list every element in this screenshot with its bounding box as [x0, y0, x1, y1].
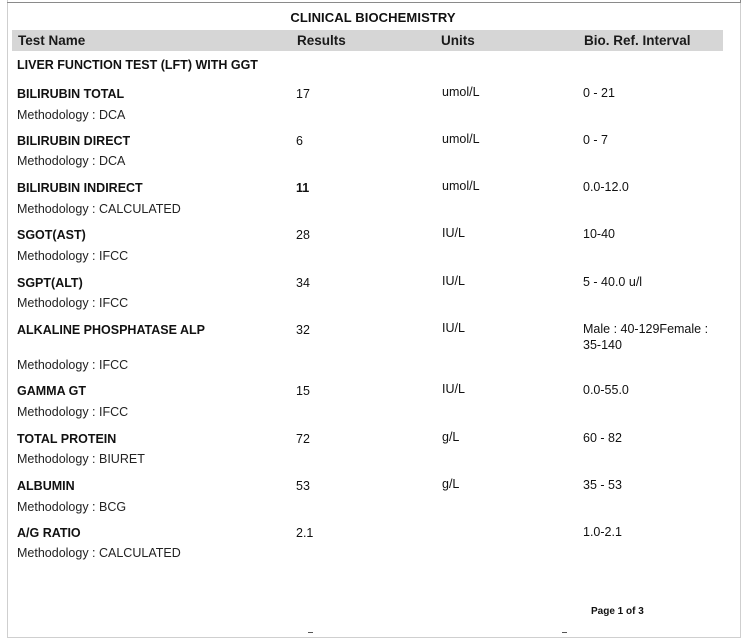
- test-reference: 0 - 21: [583, 86, 615, 100]
- test-methodology: Methodology : CALCULATED: [17, 546, 181, 560]
- table-row: [0, 384, 750, 424]
- test-result: 17: [296, 87, 310, 101]
- test-methodology: Methodology : BIURET: [17, 452, 145, 466]
- test-result: 28: [296, 228, 310, 242]
- test-reference: 0.0-12.0: [583, 180, 629, 194]
- test-result: 2.1: [296, 526, 314, 540]
- test-reference: Male : 40-129Female : 35-140: [583, 322, 709, 352]
- test-unit: umol/L: [442, 85, 480, 99]
- column-header-reference: Bio. Ref. Interval: [584, 33, 691, 48]
- table-row: [0, 479, 750, 519]
- test-reference: 1.0-2.1: [583, 525, 622, 539]
- test-unit: umol/L: [442, 179, 480, 193]
- test-methodology: Methodology : BCG: [17, 500, 127, 514]
- test-methodology: Methodology : IFCC: [17, 296, 129, 310]
- test-reference: 5 - 40.0 u/l: [583, 275, 643, 289]
- test-name: A/G RATIO: [17, 526, 81, 540]
- section-title: CLINICAL BIOCHEMISTRY: [290, 10, 456, 25]
- column-header-results: Results: [297, 33, 346, 48]
- column-header-units: Units: [441, 33, 475, 48]
- test-reference: 10-40: [583, 227, 615, 241]
- column-header-test-name: Test Name: [18, 33, 86, 48]
- test-group-title: LIVER FUNCTION TEST (LFT) WITH GGT: [17, 58, 258, 72]
- table-row: [0, 276, 750, 316]
- table-row: [0, 432, 750, 472]
- test-name: SGOT(AST): [17, 228, 86, 242]
- table-row: [0, 181, 750, 221]
- test-result: 53: [296, 479, 310, 493]
- top-divider: [7, 2, 740, 3]
- test-unit: g/L: [442, 430, 460, 444]
- test-unit: IU/L: [442, 274, 465, 288]
- test-name: BILIRUBIN INDIRECT: [17, 181, 143, 195]
- test-result: 32: [296, 323, 310, 337]
- test-unit: IU/L: [442, 321, 465, 335]
- table-row: [0, 323, 750, 378]
- test-name: BILIRUBIN DIRECT: [17, 134, 131, 148]
- test-unit: g/L: [442, 477, 460, 491]
- test-name: ALBUMIN: [17, 479, 75, 493]
- test-methodology: Methodology : CALCULATED: [17, 202, 181, 216]
- test-name: TOTAL PROTEIN: [17, 432, 117, 446]
- table-row: [0, 134, 750, 174]
- bottom-tick-mark: [562, 632, 567, 633]
- test-reference: 60 - 82: [583, 431, 622, 445]
- test-unit: IU/L: [442, 226, 465, 240]
- bottom-tick-mark: [308, 632, 313, 633]
- test-name: GAMMA GT: [17, 384, 86, 398]
- test-reference: 0.0-55.0: [583, 383, 629, 397]
- test-result: 72: [296, 432, 310, 446]
- test-unit: umol/L: [442, 132, 480, 146]
- table-row: [0, 87, 750, 127]
- test-methodology: Methodology : DCA: [17, 154, 126, 168]
- test-name: ALKALINE PHOSPHATASE ALP: [17, 323, 205, 337]
- test-reference: 35 - 53: [583, 478, 622, 492]
- top-divider-corner: [740, 0, 741, 3]
- test-unit: IU/L: [442, 382, 465, 396]
- test-methodology: Methodology : IFCC: [17, 249, 129, 263]
- test-methodology: Methodology : IFCC: [17, 358, 129, 372]
- test-methodology: Methodology : IFCC: [17, 405, 129, 419]
- test-name: SGPT(ALT): [17, 276, 83, 290]
- table-row: [0, 526, 750, 566]
- test-result: 34: [296, 276, 310, 290]
- test-name: BILIRUBIN TOTAL: [17, 87, 125, 101]
- test-result: 6: [296, 134, 303, 148]
- test-methodology: Methodology : DCA: [17, 108, 126, 122]
- test-reference: 0 - 7: [583, 133, 609, 147]
- table-row: [0, 228, 750, 268]
- test-result: 15: [296, 384, 310, 398]
- page-number: Page 1 of 3: [591, 606, 644, 617]
- test-result: 11: [296, 181, 310, 195]
